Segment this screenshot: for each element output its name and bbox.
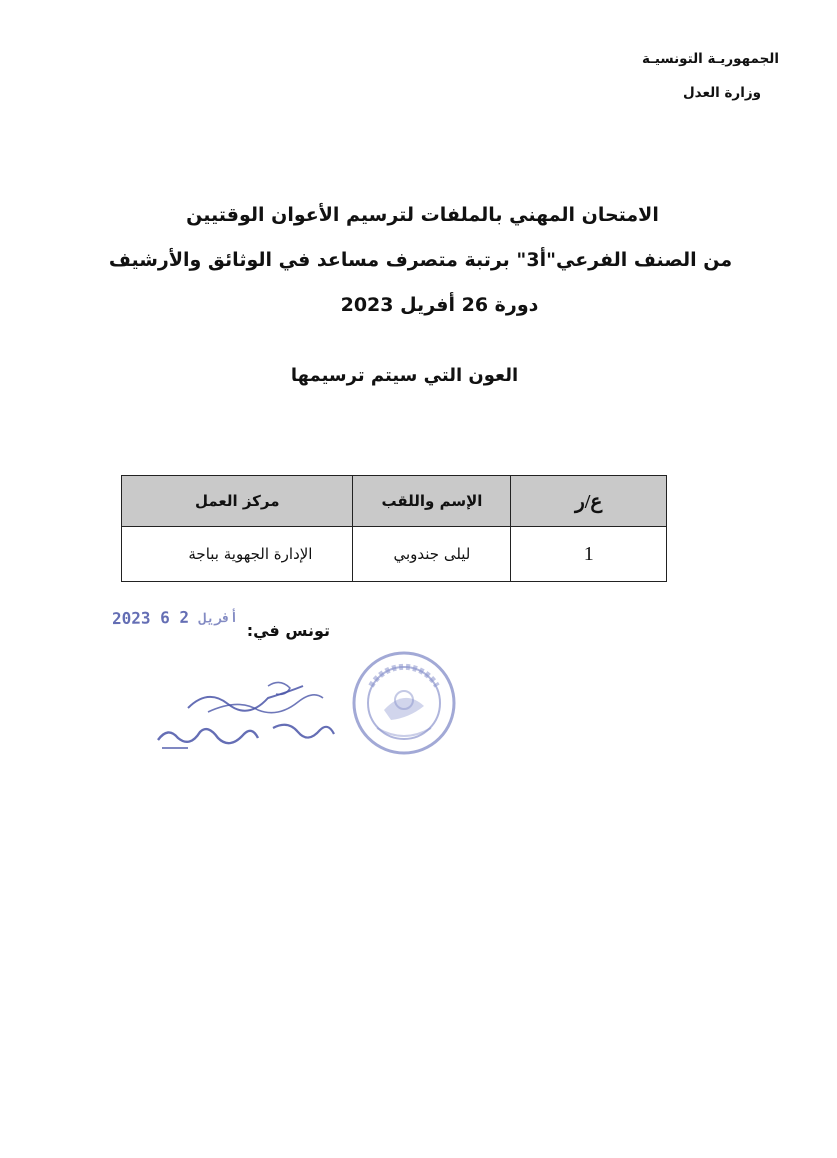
header-number: ع/ر <box>511 476 667 527</box>
stamp-year: 2023 <box>111 608 151 629</box>
ministry-name: وزارة العدل <box>682 85 761 101</box>
header-name: الإسم واللقب <box>353 476 511 527</box>
title-line-1: الامتحان المهني بالملفات لترسيم الأعوان الوقتيين <box>186 204 659 226</box>
document-subtitle: العون التي سيتم ترسيمها <box>290 365 519 386</box>
table-row <box>122 527 667 582</box>
header-workplace: مركز العمل <box>122 476 353 527</box>
republic-name: الجمهوريـة التونسيـة <box>642 51 779 67</box>
official-seal-icon <box>349 648 459 758</box>
title-line-2: من الصنف الفرعي"أ3" برتبة متصرف مساعد في الوثائق والأرشيف <box>108 249 733 271</box>
title-line-3: دورة 26 أفريل 2023 <box>340 294 539 316</box>
table-header-row <box>122 476 667 527</box>
date-label: تونس في: <box>246 621 330 640</box>
date-stamp <box>112 607 238 628</box>
staff-table <box>121 475 667 582</box>
document-title <box>0 193 837 328</box>
cell-number: 1 <box>511 527 667 582</box>
stamp-day: 2 6 <box>160 607 190 628</box>
issuer-header <box>642 42 779 110</box>
cell-workplace: الإدارة الجهوية بباجة <box>122 527 353 582</box>
handwritten-signature-icon <box>148 668 348 758</box>
stamp-month: أفريل <box>198 610 239 627</box>
cell-name: ليلى جندوبي <box>353 527 511 582</box>
